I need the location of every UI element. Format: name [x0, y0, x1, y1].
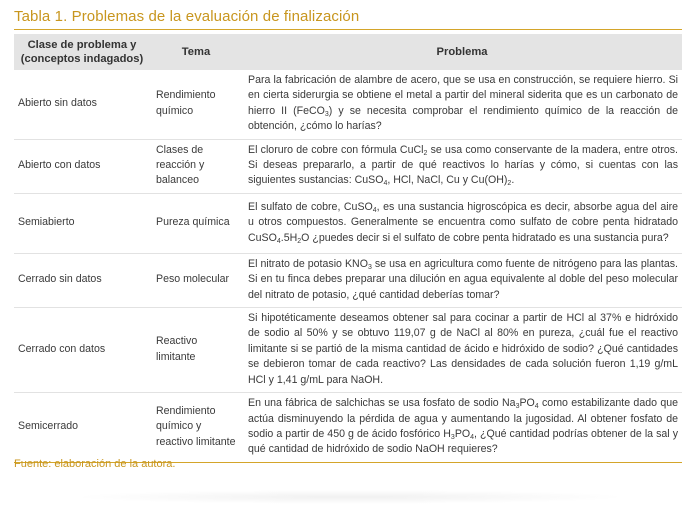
table-row — [14, 308, 682, 393]
table-caption: Tabla 1. Problemas de la evaluación de finalización — [14, 8, 360, 25]
cell-clase: Abierto con datos — [14, 139, 150, 193]
cell-problema: El sulfato de cobre, CuSO$_4$, es una sustancia higroscópica es decir, absorbe agua del aire u otros compuestos. Generalmente se encuentra como sulfato de cobre penta hidratado $CuSO_4.5H_2O$ ¿puedes decir si el sulfato de cobre penta hidratado es una sustancia pura? — [242, 193, 682, 253]
subscript: 4 — [534, 403, 539, 411]
subscript: 2 — [507, 180, 512, 188]
header-clase-line1: Clase de problema y — [27, 39, 137, 51]
header-clase-line2: (conceptos indagados) — [20, 53, 144, 65]
cell-problema: Si hipotéticamente deseamos obtener sal para cocinar a partir de HCl al 37% e hidróxido de sodio al 50% y se obtuvo 119,07 g de NaCl al 80% en pureza, ¿cuál fue el reactivo limitante si se partió de la misma cantidad de ácido e hidróxido de sodio? ¿Qué cantidades se debieron tomar de cada reactivo? Las densidades de cada solución fueron 1,19 g/mL HCl y 1,41 g/mL para NaOH. — [242, 308, 682, 393]
cell-problema: El nitrato de potasio $KNO_3$ se usa en agricultura como fuente de nitrógeno para las plantas. Si en tu finca debes preparar una dilución en agua equivalente al doble del peso molecular del nitrato de potasio, ¿qué cantidad deberías tomar? — [242, 253, 682, 307]
page-shadow — [70, 490, 630, 504]
cell-problema: Para la fabricación de alambre de acero, que se usa en construcción, se requiere hierro. Si en cierta siderurgia se obtiene el metal a partir del mineral siderita que es un carbonato de hierro II (FeCO$_3$) y se necesita comprobar el rendimiento químico de la reacción de obtención, ¿cómo lo harías? — [248, 74, 678, 133]
table-row — [14, 139, 682, 193]
cell-clase: Cerrado sin datos — [14, 253, 150, 307]
subscript: 2 — [423, 149, 428, 157]
cell-tema: Clases de reacción y balanceo — [150, 139, 242, 193]
table-header-row — [14, 34, 682, 70]
table-row — [14, 193, 682, 253]
problems-table — [14, 34, 682, 463]
subscript: 4 — [470, 433, 475, 441]
caption-rule — [14, 29, 682, 30]
cell-clase: Semiabierto — [14, 193, 150, 253]
subscript: 2 — [297, 237, 302, 245]
header-clase — [14, 34, 150, 70]
cell-clase: Abierto sin datos — [18, 97, 97, 110]
table-row — [14, 393, 682, 463]
subscript: 4 — [276, 237, 281, 245]
table-row — [14, 253, 682, 307]
table-row — [14, 70, 682, 139]
cell-clase: Semicerrado — [14, 393, 150, 463]
subscript: 3 — [324, 110, 329, 118]
cell-tema: Rendimiento químico y reactivo limitante — [150, 393, 242, 463]
cell-tema: Rendimiento químico — [156, 89, 216, 117]
subscript: 3 — [515, 403, 520, 411]
table-body — [14, 70, 682, 462]
table-source-note: Fuente: elaboración de la autora. — [14, 458, 176, 470]
subscript: 4 — [372, 206, 377, 214]
cell-tema: Pureza química — [150, 193, 242, 253]
cell-problema: En una fábrica de salchichas se usa fosfato de sodio $Na_3PO_4$ como estabilizante dado que actúa disminuyendo la pérdida de agua y aumentando la jugosidad. Al obtener fosfato de sodio a partir de 450 g de ácido fosfórico $H_3PO_4$, ¿Qué cantidad podrías obtener de la sal y qué cantidad de hidróxido de sodio NaOH requieres? — [242, 393, 682, 463]
subscript: 4 — [383, 180, 388, 188]
cell-tema: Reactivo limitante — [150, 308, 242, 393]
subscript: 3 — [450, 433, 455, 441]
header-problema: Problema — [242, 34, 682, 70]
header-tema: Tema — [150, 34, 242, 70]
cell-clase: Cerrado con datos — [14, 308, 150, 393]
cell-problema: El cloruro de cobre con fórmula CuCl$_2$ se usa como conservante de la madera, entre otros. Si deseas prepararlo, a partir de qué reactivos lo harías y cómo, si cuentas con las siguientes sustancias: CuSO$_4$, HCl, NaCl, Cu y $Cu(OH)_2$. — [242, 139, 682, 193]
subscript: 3 — [367, 263, 372, 271]
cell-tema: Peso molecular — [150, 253, 242, 307]
